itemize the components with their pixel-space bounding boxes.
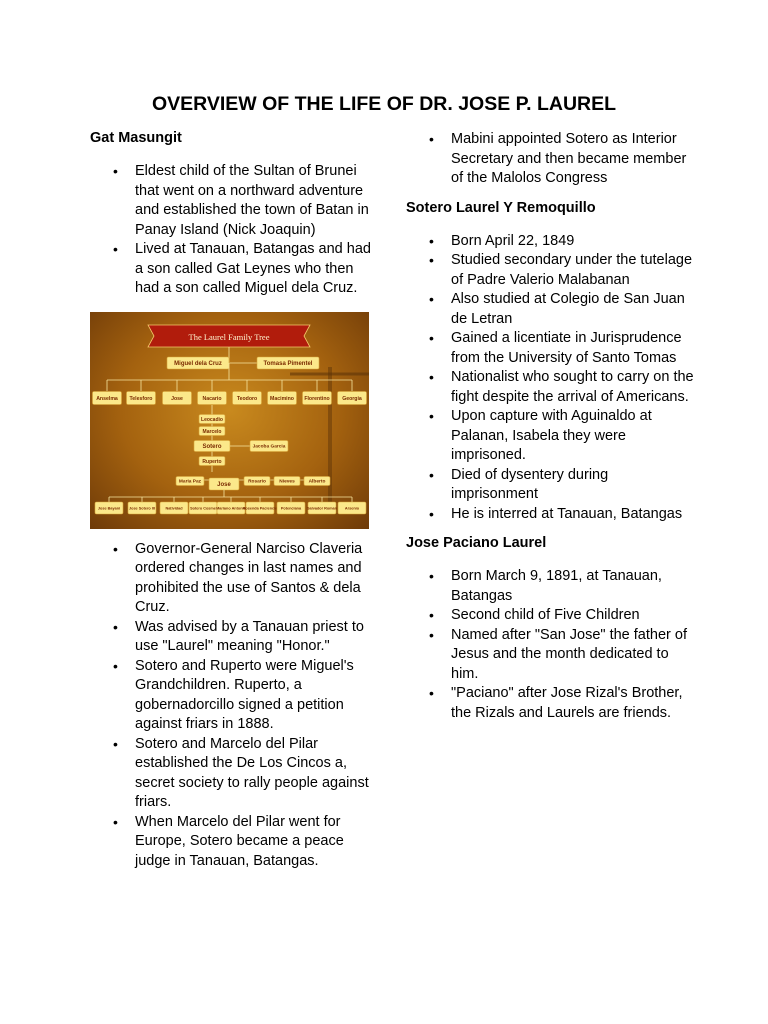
tree-node-label: Miguel dela Cruz: [174, 360, 222, 367]
heading-gat-masungit: Gat Masungit: [90, 130, 182, 146]
tree-node-label: Ruperto: [202, 458, 222, 465]
tree-node-label: Jose: [217, 481, 231, 488]
list-item: • Named after "San Jose" the father of Jesus and the month dedicated to him.: [406, 626, 696, 685]
right-column: [406, 130, 696, 723]
list-item: • Mabini appointed Sotero as Interior Secretary and then became member of the Malolos Congress: [406, 130, 696, 189]
list-item: • When Marcelo del Pilar went for Europe, Sotero became a peace judge in Tanauan, Batangas.: [90, 813, 380, 872]
tree-node-label: Teodoro: [236, 395, 258, 402]
tree-node-label: Mariano Antonio: [216, 505, 246, 510]
heading-jose-paciano-laurel: Jose Paciano Laurel: [406, 535, 547, 551]
family-tree-diagram: [90, 312, 369, 529]
heading-sotero-laurel: Sotero Laurel Y Remoquillo: [406, 199, 596, 216]
list-item: • Born April 22, 1849: [406, 232, 696, 252]
tree-node-label: Nieves: [279, 479, 295, 485]
tree-banner-title: The Laurel Family Tree: [188, 331, 270, 342]
list-item: • Born March 9, 1891, at Tanauan, Batangas: [406, 567, 696, 606]
tree-node-label: Macimino: [270, 395, 294, 402]
tree-node-label: Telesforo: [129, 395, 153, 402]
tree-node-label: Jacoba Garcia: [252, 444, 286, 450]
list-item: • Eldest child of the Sultan of Brunei that went on a northward adventure and established the town of Batan in Panay Island (Nick Joaquin): [90, 162, 380, 240]
mabini-list: [406, 130, 696, 189]
list-item: • "Paciano" after Jose Rizal's Brother, the Rizals and Laurels are friends.: [406, 684, 696, 723]
list-item: • Studied secondary under the tutelage of Padre Valerio Malabanan: [406, 251, 696, 290]
tree-node-label: Nacario: [202, 395, 222, 402]
list-item: • Died of dysentery during imprisonment: [406, 466, 696, 505]
list-item: • Sotero and Ruperto were Miguel's Grandchildren. Ruperto, a gobernadorcillo signed a petition against friars in 1888.: [90, 657, 380, 735]
tree-node-label: Alberto: [308, 479, 326, 485]
family-tree-image: [90, 312, 369, 529]
tree-node-label: Jose: [171, 395, 183, 402]
left-column: [90, 129, 380, 871]
list-item: • Lived at Tanauan, Batangas and had a son called Gat Leynes who then had a son called Miguel dela Cruz.: [90, 240, 380, 299]
list-item: • Was advised by a Tanauan priest to use "Laurel" meaning "Honor.": [90, 618, 380, 657]
tree-node-label: Tomasa Pimentel: [263, 360, 313, 367]
laurel-name-list: [90, 540, 380, 872]
gat-masungit-list: [90, 162, 380, 299]
tree-node-label: Sotero Cosme: [190, 505, 216, 510]
list-item: • He is interred at Tanauan, Batangas: [406, 505, 696, 525]
tree-node-label: Potenciana: [280, 505, 302, 510]
list-item: • Also studied at Colegio de San Juan de Letran: [406, 290, 696, 329]
tree-node-label: Leocadio: [201, 416, 223, 423]
tree-node-label: Anselma: [96, 395, 118, 402]
list-item: • Upon capture with Aguinaldo at Palanan, Isabela they were imprisoned.: [406, 407, 696, 466]
list-item: • Gained a licentiate in Jurisprudence from the University of Santo Tomas: [406, 329, 696, 368]
tree-node-label: Jose Sotero III: [129, 505, 155, 510]
tree-node-label: Sotero: [202, 443, 222, 450]
list-item: • Sotero and Marcelo del Pilar established the De Los Cincos a, secret society to rally people against friars.: [90, 735, 380, 813]
jose-paciano-list: [406, 567, 696, 723]
tree-node-label: Salvador Roman: [307, 505, 337, 510]
tree-node-label: Rosenda Paciencia: [242, 505, 278, 510]
tree-node-label: Maria Paz: [178, 479, 202, 485]
tree-node-label: Natividad: [165, 505, 183, 510]
tree-node-label: Georgia: [342, 395, 362, 402]
list-item: • Nationalist who sought to carry on the fight despite the arrival of Americans.: [406, 368, 696, 407]
tree-node-label: Marcelo: [202, 428, 222, 435]
tree-node-label: Rosario: [248, 479, 266, 485]
list-item: • Second child of Five Children: [406, 606, 696, 626]
tree-node-label: Jose Bayani: [97, 505, 121, 510]
tree-node-label: Florentino: [304, 395, 330, 402]
list-item: • Governor-General Narciso Claveria ordered changes in last names and prohibited the use of Santos & dela Cruz.: [90, 540, 380, 618]
sotero-list: [406, 232, 696, 525]
tree-node-label: Arsenio: [344, 505, 360, 510]
document-title: OVERVIEW OF THE LIFE OF DR. JOSE P. LAUREL: [151, 93, 617, 115]
